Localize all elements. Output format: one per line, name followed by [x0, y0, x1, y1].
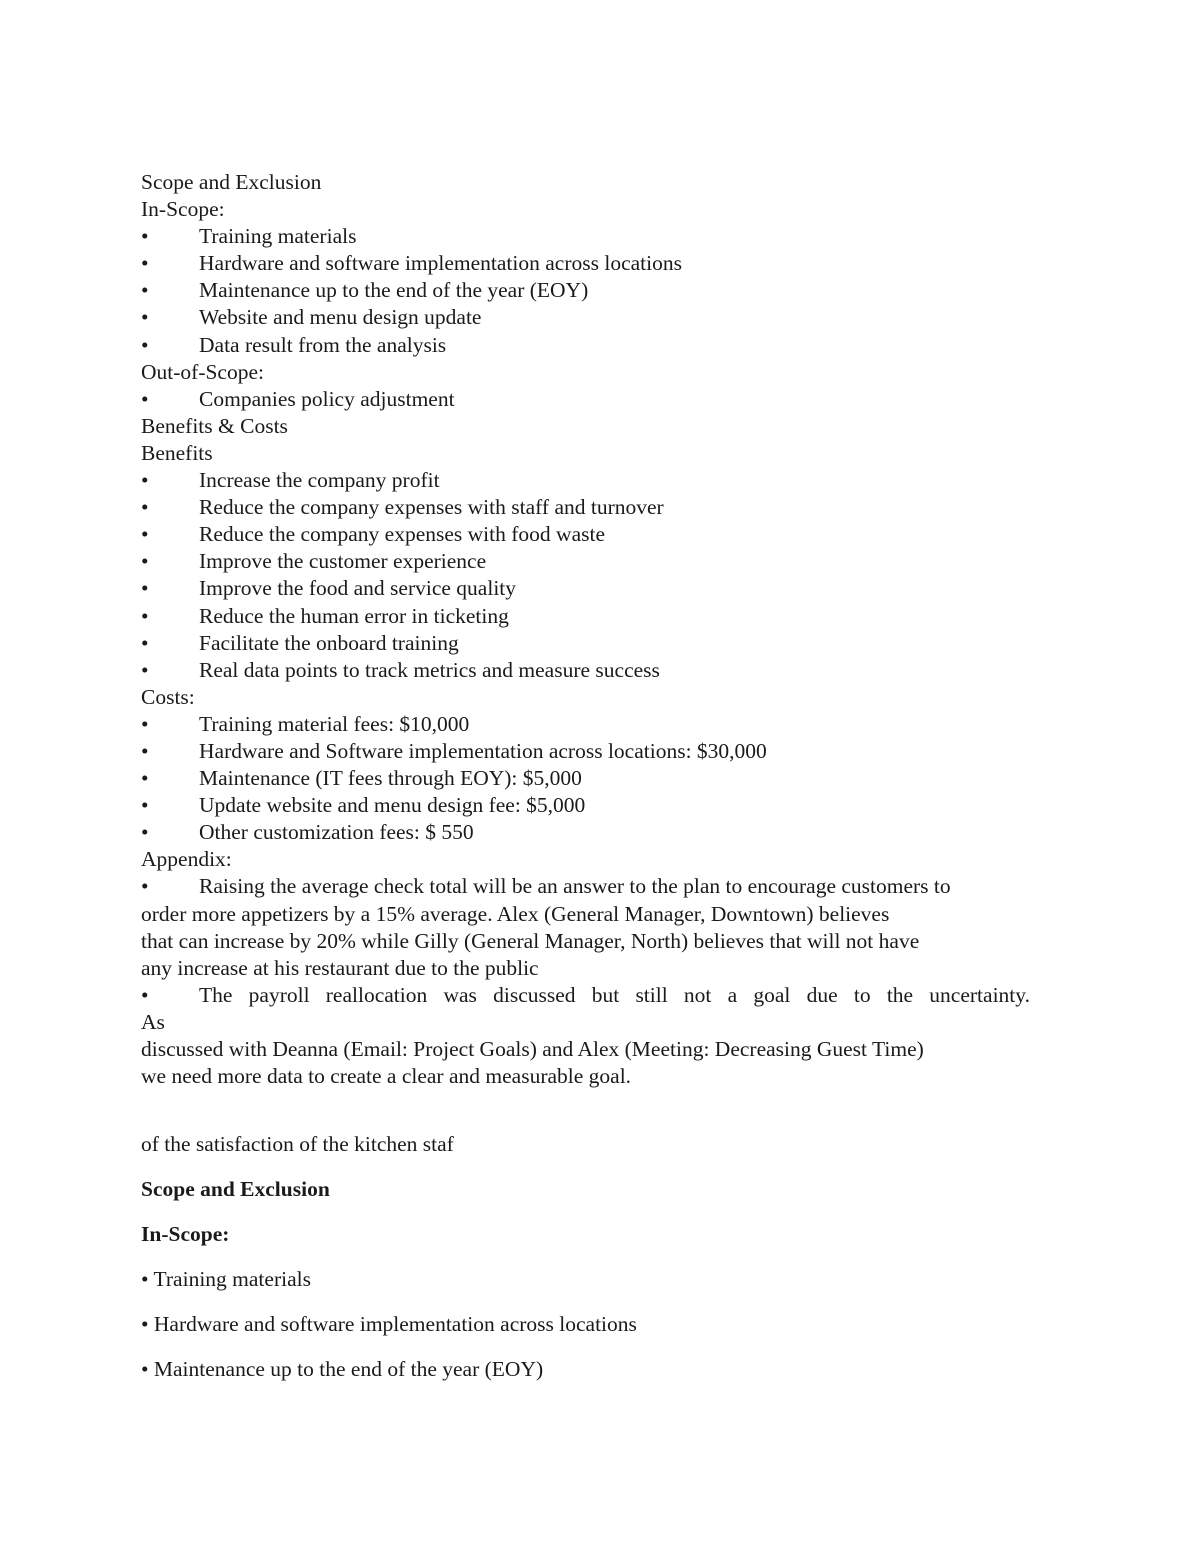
paragraph-line: we need more data to create a clear and measurable goal.: [141, 1064, 632, 1089]
list-item: • Maintenance up to the end of the year (EOY): [141, 277, 1041, 304]
paragraph-line: any increase at his restaurant due to the public: [141, 955, 539, 980]
section-title: Scope and Exclusion: [141, 1177, 330, 1201]
list-item: • Website and menu design update: [141, 304, 1041, 331]
bullet-icon: •: [141, 495, 149, 520]
document-section-1: [141, 169, 1041, 1090]
list-item: • The payroll reallocation was discussed but still not a goal due to the uncertainty.: [141, 982, 1041, 1009]
bullet-icon: •: [141, 630, 149, 655]
costs-heading: Costs:: [141, 684, 195, 709]
list-item: • Training material fees: $10,000: [141, 711, 1041, 738]
bullet-icon: •: [141, 738, 149, 763]
appendix-item-2: [141, 982, 1041, 1090]
bullet-icon: •: [141, 793, 149, 818]
section-title: Scope and Exclusion: [141, 170, 322, 194]
bullet-icon: •: [141, 576, 149, 601]
paragraph-line: As: [141, 1009, 165, 1034]
list-item: • Reduce the company expenses with staff and turnover: [141, 494, 1041, 521]
bullet-icon: •: [141, 603, 149, 628]
bullet-icon: •: [141, 711, 149, 736]
text-fragment: of the satisfaction of the kitchen staf: [141, 1132, 454, 1156]
appendix-heading: Appendix:: [141, 847, 232, 872]
list-item: • Data result from the analysis: [141, 332, 1041, 359]
bullet-icon: •: [141, 251, 149, 276]
list-item: • Maintenance up to the end of the year (EOY): [141, 1357, 544, 1381]
list-item: • Training materials: [141, 1267, 311, 1291]
out-of-scope-heading: Out-of-Scope:: [141, 359, 264, 384]
list-item: • Update website and menu design fee: $5,000: [141, 792, 1041, 819]
in-scope-list: [141, 223, 1041, 358]
bullet-icon: •: [141, 549, 149, 574]
bullet-icon: •: [141, 874, 149, 899]
appendix-item-1: [141, 873, 1041, 981]
benefits-costs-heading: Benefits & Costs: [141, 413, 288, 438]
list-item: • Other customization fees: $ 550: [141, 819, 1041, 846]
in-scope-heading: In-Scope:: [141, 197, 225, 222]
list-item: • Reduce the human error in ticketing: [141, 603, 1041, 630]
list-item: • Hardware and software implementation across locations: [141, 250, 1041, 277]
benefits-heading: Benefits: [141, 440, 213, 465]
bullet-icon: •: [141, 766, 149, 791]
document-section-2: [141, 1129, 1041, 1399]
bullet-icon: •: [141, 278, 149, 303]
bullet-icon: •: [141, 468, 149, 493]
list-item: • Raising the average check total will be an answer to the plan to encourage customers to: [141, 873, 1041, 900]
bullet-icon: •: [141, 224, 149, 249]
list-item: • Reduce the company expenses with food waste: [141, 521, 1041, 548]
bullet-icon: •: [141, 982, 149, 1007]
list-item: • Real data points to track metrics and measure success: [141, 657, 1041, 684]
bullet-icon: •: [141, 657, 149, 682]
bullet-icon: •: [141, 305, 149, 330]
list-item: • Facilitate the onboard training: [141, 630, 1041, 657]
list-item: • Companies policy adjustment: [141, 386, 1041, 413]
in-scope-heading: In-Scope:: [141, 1222, 230, 1246]
list-item: • Hardware and software implementation across locations: [141, 1312, 637, 1336]
bullet-icon: •: [141, 820, 149, 845]
list-item: • Maintenance (IT fees through EOY): $5,000: [141, 765, 1041, 792]
list-item: • Training materials: [141, 223, 1041, 250]
bullet-icon: •: [141, 386, 149, 411]
out-of-scope-list: [141, 386, 1041, 413]
bullet-icon: •: [141, 522, 149, 547]
bullet-icon: •: [141, 332, 149, 357]
paragraph-line: discussed with Deanna (Email: Project Goals) and Alex (Meeting: Decreasing Guest Time): [141, 1037, 924, 1061]
list-item: • Improve the customer experience: [141, 548, 1041, 575]
costs-list: [141, 711, 1041, 846]
list-item: • Increase the company profit: [141, 467, 1041, 494]
benefits-list: [141, 467, 1041, 684]
paragraph-line: order more appetizers by a 15% average. Alex (General Manager, Downtown) believes: [141, 901, 890, 926]
paragraph-line: that can increase by 20% while Gilly (General Manager, North) believes that will not have: [141, 928, 920, 953]
list-item: • Hardware and Software implementation across locations: $30,000: [141, 738, 1041, 765]
list-item: • Improve the food and service quality: [141, 575, 1041, 602]
